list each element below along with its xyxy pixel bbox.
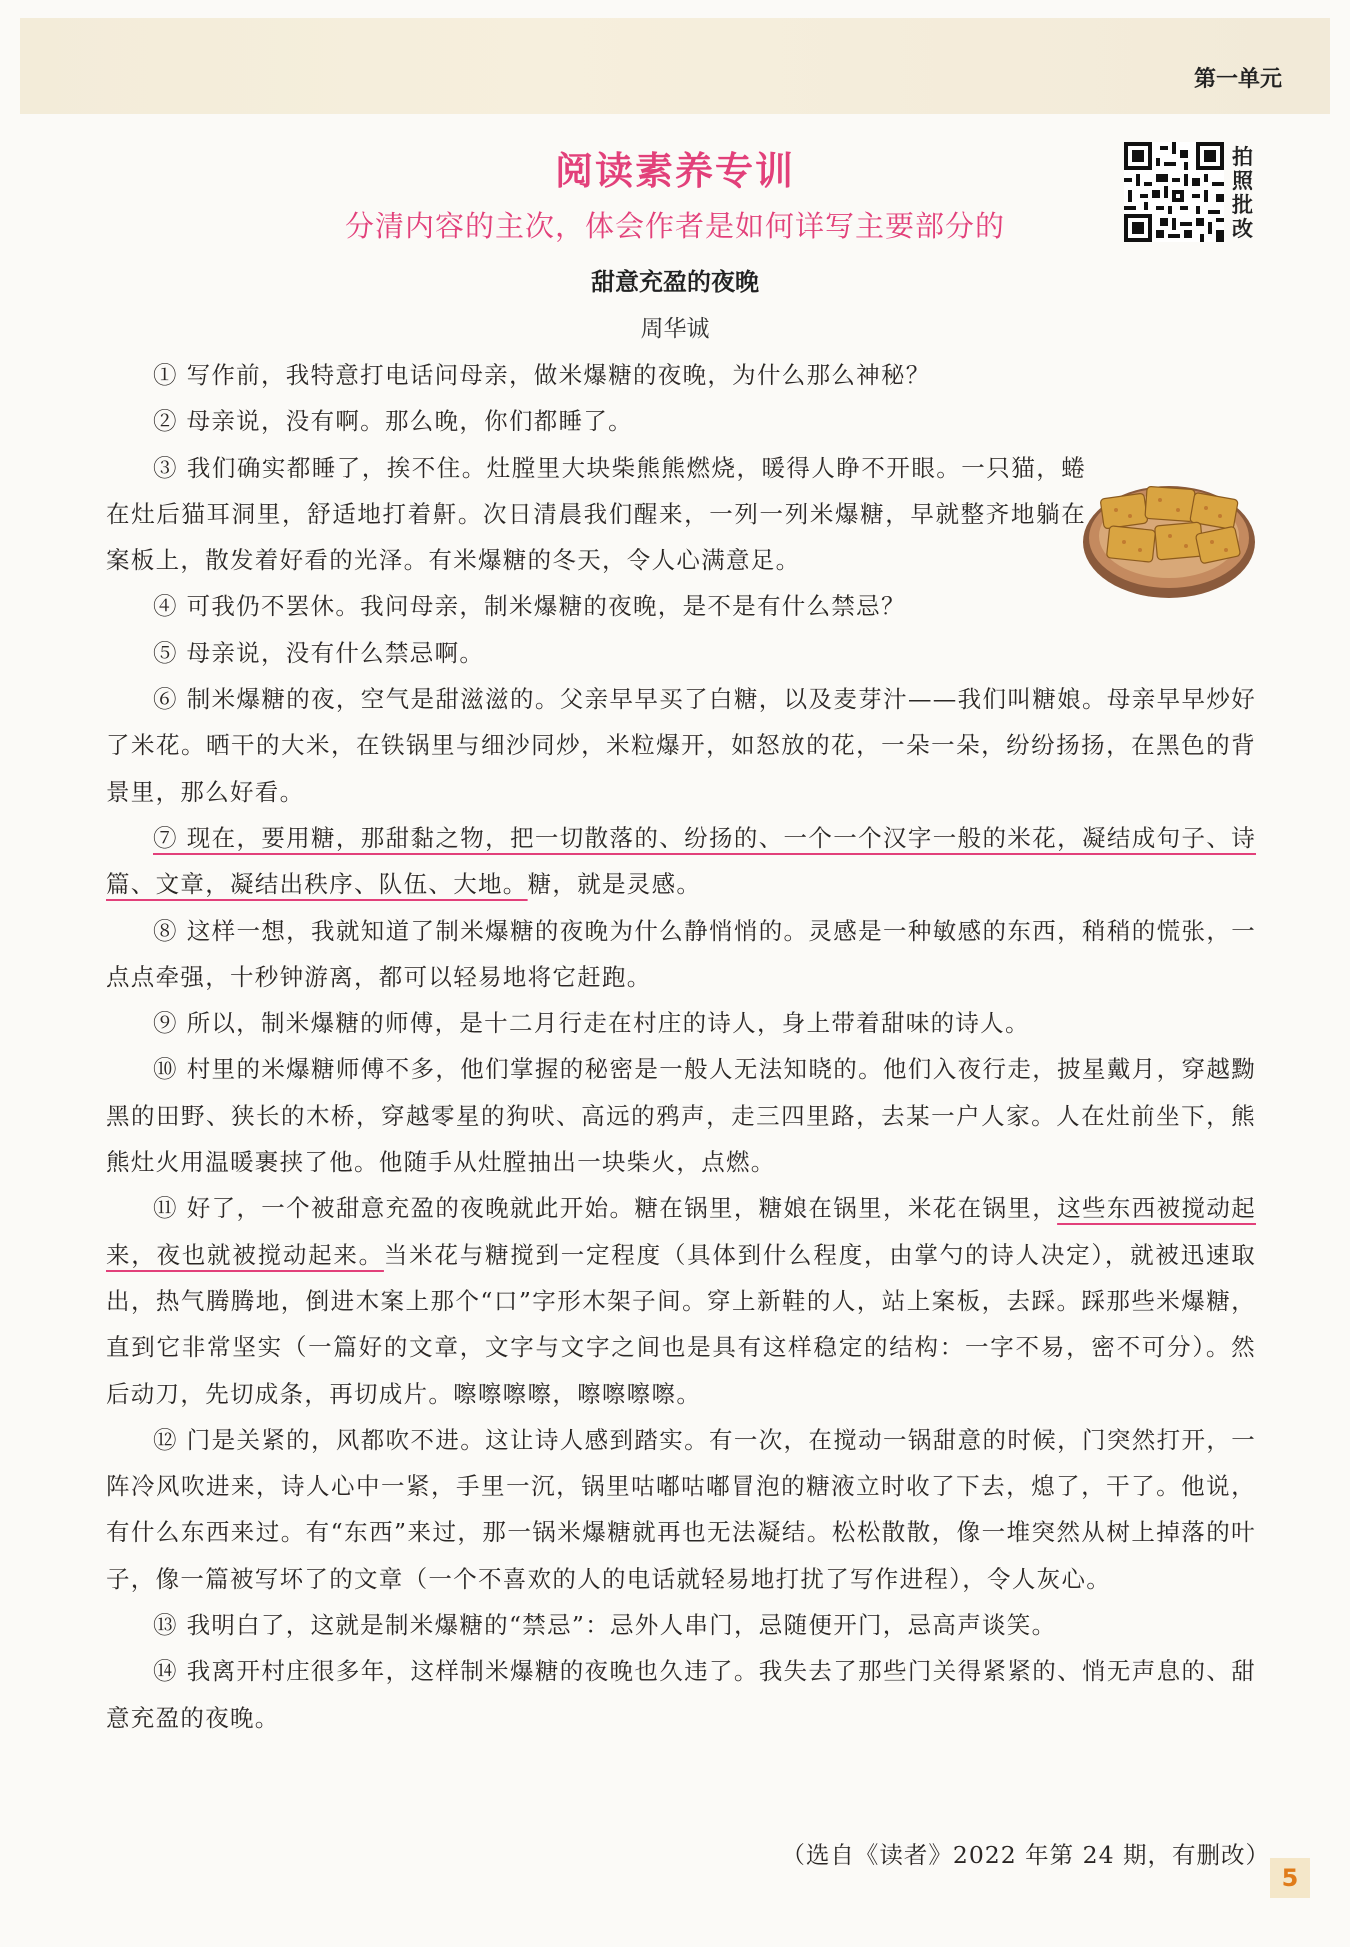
source-citation: （选自《读者》2022 年第 24 期，有删改） (781, 1841, 1270, 1869)
paragraph-11 (106, 1185, 1256, 1416)
paragraph-2: ② 母亲说，没有啊。那么晚，你们都睡了。 (153, 407, 633, 436)
page-subtitle: 分清内容的主次，体会作者是如何详写主要部分的 (344, 209, 1005, 243)
paragraph-5: ⑤ 母亲说，没有什么禁忌啊。 (153, 638, 485, 667)
paragraph-1: ① 写作前，我特意打电话问母亲，做米爆糖的夜晚，为什么那么神秘？ (153, 361, 931, 389)
page-title: 阅读素养专训 (554, 149, 795, 193)
qr-label: 拍照批改 (1232, 145, 1253, 241)
paragraph-6: ⑥ 制米爆糖的夜，空气是甜滋滋的。父亲早早买了白糖，以及麦芽汁——我们叫糖娘。母亲早早炒好了米花。晒干的大米，在铁锅里与细沙同炒，米粒爆开，如怒放的花，一朵一朵，纷纷扬扬，在黑色的背景里，那么好看。 (106, 685, 1256, 806)
header-band (20, 18, 1330, 114)
paragraph-13: ⑬ 我明白了，这就是制米爆糖的“禁忌”：忌外人串门，忌随便开门，忌高声谈笑。 (153, 1611, 1057, 1640)
essay-author: 周华诚 (640, 316, 710, 342)
paragraph-12: ⑫ 门是关紧的，风都吹不进。这让诗人感到踏实。有一次，在搅动一锅甜意的时候，门突然打开，一阵冷风吹进来，诗人心中一紧，手里一沉，锅里咕嘟咕嘟冒泡的糖液立时收了下去，熄了，干了。他说，有什么东西来过。有“东西”来过，那一锅米爆糖就再也无法凝结。松松散散，像一堆突然从树上掉落的叶子，像一篇被写坏了的文章（一个不喜欢的人的电话就轻易地打扰了写作进程），令人灰心。 (106, 1425, 1256, 1593)
unit-label: 第一单元 (1193, 67, 1282, 92)
underlined-sentence-11: 这些东西被搅动起来，夜也就被搅动起来。 (106, 1194, 1256, 1269)
qr-code-icon[interactable] (1124, 142, 1224, 242)
underlined-sentence-7: ⑦ 现在，要用糖，那甜黏之物，把一切散落的、纷扬的、一个一个汉字一般的米花，凝结成句子、诗篇、文章，凝结出秩序、队伍、大地。 (106, 823, 1256, 899)
essay-body (106, 352, 1256, 1741)
paragraph-3: ③ 我们确实都睡了，挨不住。灶膛里大块柴熊熊燃烧，暖得人睁不开眼。一只猫，蜷在灶后猫耳洞里，舒适地打着鼾。次日清晨我们醒来，一列一列米爆糖，早就整齐地躺在案板上，散发着好看的光泽。有米爆糖的冬天，令人心满意足。 (106, 453, 1086, 575)
paragraph-11-tail: 当米花与糖搅到一定程度（具体到什么程度，由掌勺的诗人决定），就被迅速取出，热气腾腾地，倒进木案上那个“口”字形木架子间。穿上新鞋的人，站上案板，去踩。踩那些米爆糖，直到它非常坚实（一篇好的文章，文字与文字之间也是具有这样稳定的结构：一字不易，密不可分）。然后动刀，先切成条，再切成片。嚓嚓嚓嚓，嚓嚓嚓嚓。 (106, 1240, 1256, 1408)
paragraph-4: ④ 可我仍不罢休。我问母亲，制米爆糖的夜晚，是不是有什么禁忌？ (153, 592, 906, 621)
paragraph-8: ⑧ 这样一想，我就知道了制米爆糖的夜晚为什么静悄悄的。灵感是一种敏感的东西，稍稍的慌张，一点点牵强，十秒钟游离，都可以轻易地将它赶跑。 (106, 916, 1256, 991)
paragraph-7 (106, 815, 1256, 908)
paragraph-11-head: ⑪ 好了，一个被甜意充盈的夜晚就此开始。糖在锅里，糖娘在锅里，米花在锅里， (153, 1194, 1058, 1223)
essay-title: 甜意充盈的夜晚 (591, 268, 759, 296)
page-number: 5 (1270, 1858, 1310, 1898)
paragraph-7-tail: 糖，就是灵感。 (527, 870, 702, 899)
paragraph-14: ⑭ 我离开村庄很多年，这样制米爆糖的夜晚也久违了。我失去了那些门关得紧紧的、悄无声息的、甜意充盈的夜晚。 (106, 1657, 1256, 1732)
paragraph-9: ⑨ 所以，制米爆糖的师傅，是十二月行走在村庄的诗人，身上带着甜味的诗人。 (153, 1009, 1030, 1038)
paragraph-10: ⑩ 村里的米爆糖师傅不多，他们掌握的秘密是一般人无法知晓的。他们入夜行走，披星戴月，穿越黝黑的田野、狭长的木桥，穿越零星的狗吠、高远的鸦声，走三四里路，去某一户人家。人在灶前坐下，熊熊灶火用温暖裹挟了他。他随手从灶膛抽出一块柴火，点燃。 (106, 1055, 1256, 1177)
